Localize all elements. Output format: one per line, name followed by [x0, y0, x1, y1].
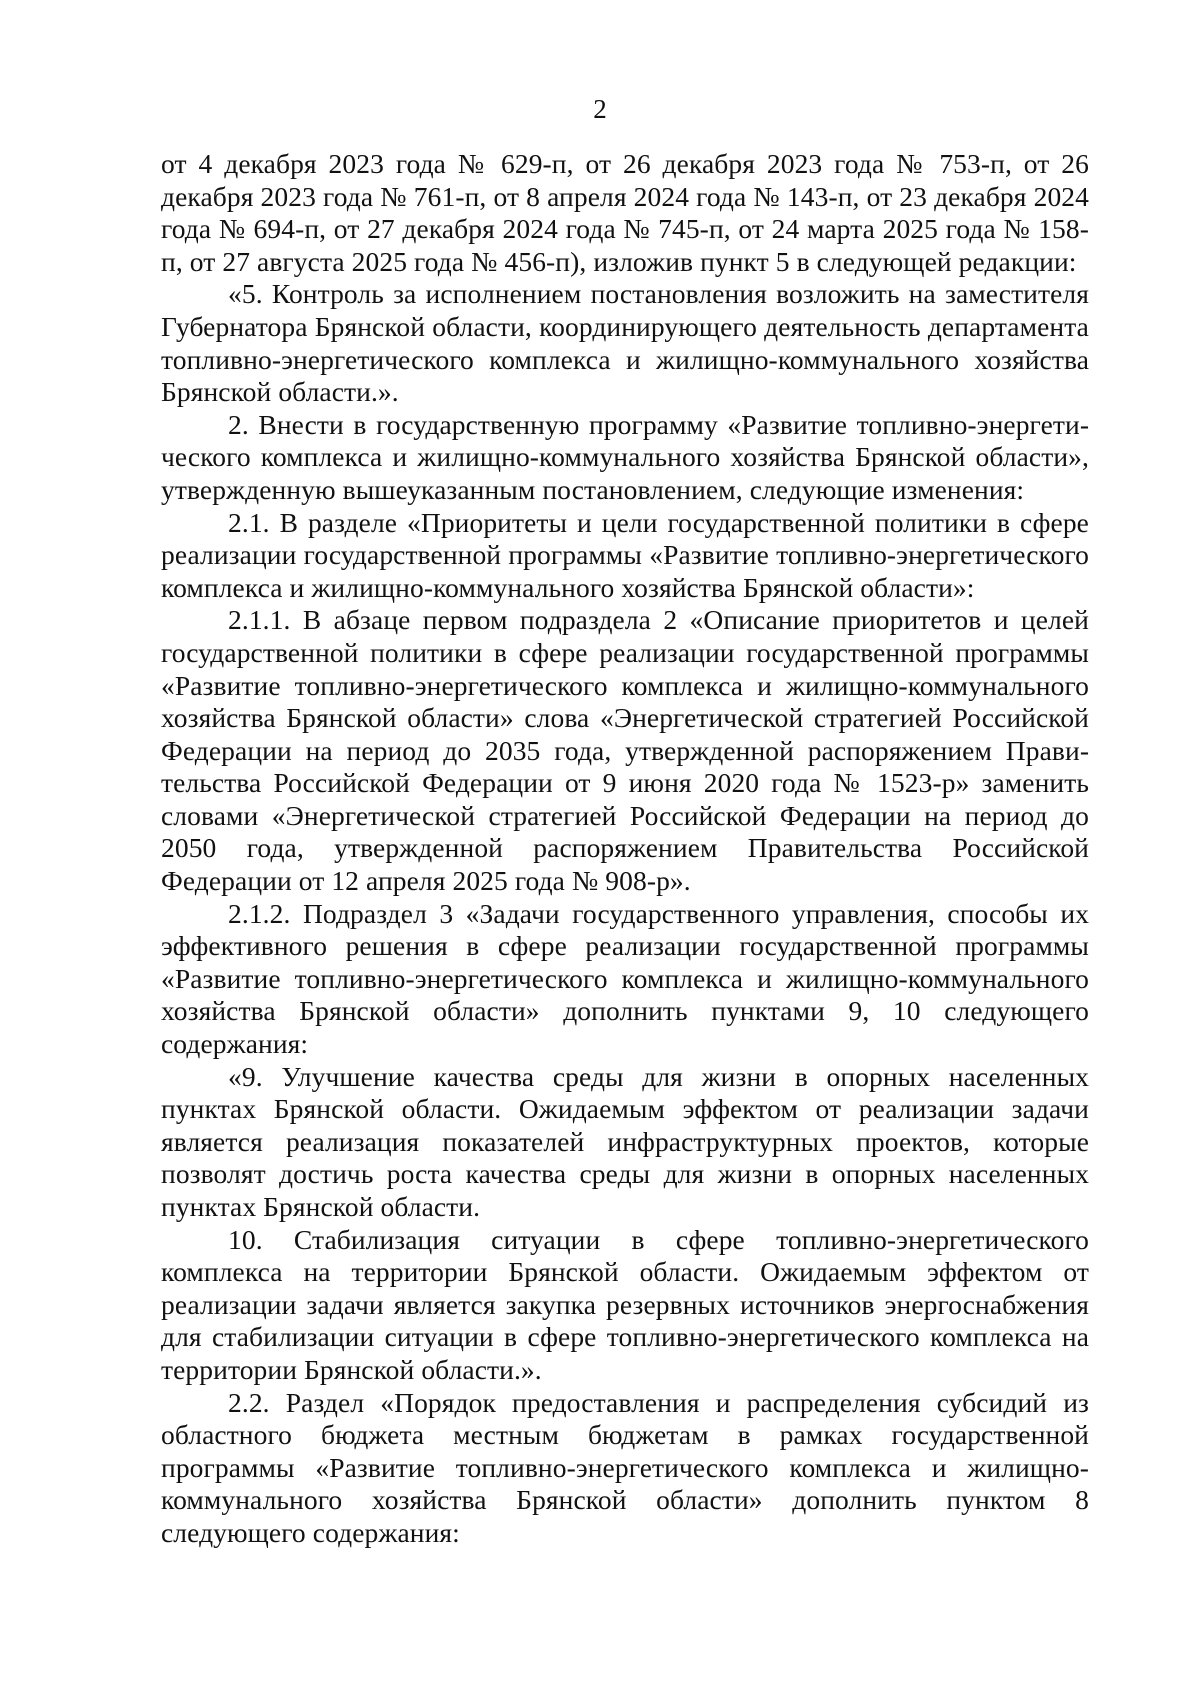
- paragraph-item-2-1-1: 2.1.1. В абзаце первом подраздела 2 «Описание приоритетов и целей государственной политики в сфере реализации государственной программы «Развитие топливно-энергетического комплекса и жилищно-коммунального хозяйства Брянской области» слова «Энергетической стратегией Российской Федерации на период до 2035 года, утвержденной распоряжением Правительства Российской Федерации от 9 июня 2020 года № 1523-р» заменить словами «Энергетической стратегией Российской Федерации на период до 2050 года, утвержденной распоряжением Правительства Российской Федерации от 12 апреля 2025 года № 908-р».: [161, 604, 1089, 897]
- paragraph-quoted-item-5: «5. Контроль за исполнением постановления возложить на заместителя Губернатора Брянской области, координирующего деятельность департамента топливно-энергетического комплекса и жилищно-коммунального хозяйства Брянской области.».: [161, 278, 1089, 408]
- paragraph-quoted-item-9: «9. Улучшение качества среды для жизни в опорных населенных пунктах Брянской области. Ожидаемым эффектом от реализации задачи является реализация показателей инфраструктурных проектов, которые позволят достичь роста качества среды для жизни в опорных населенных пунктах Брянской области.: [161, 1060, 1089, 1222]
- paragraph-quoted-item-10: 10. Стабилизация ситуации в сфере топливно-энергетического комплекса на территории Брянской области. Ожидаемым эффектом от реализации задачи является закупка резервных источников энергоснабжения для стабилизации ситуации в сфере топливно-энергетического комплекса на территории Брянской области.».: [161, 1223, 1089, 1385]
- paragraph-item-2-2: 2.2. Раздел «Порядок предоставления и распределения субсидий из областного бюджета местным бюджетам в рамках государственной программы «Развитие топливно-энергетического комплекса и жилищно-коммунального хозяйства Брянской области» дополнить пунктом 8 следующего содержания:: [161, 1386, 1089, 1548]
- paragraph-item-2: 2. Внести в государственную программу «Развитие топливно-энергетического комплекса и жилищно-коммунального хозяйства Брянской области», утвержденную вышеуказанным постановлением, следующие изменения:: [161, 408, 1089, 505]
- document-body: [161, 148, 1089, 1550]
- page-number: 2: [593, 94, 607, 124]
- paragraph-continuation: от 4 декабря 2023 года № 629-п, от 26 декабря 2023 года № 753-п, от 26 декабря 2023 года № 761-п, от 8 апреля 2024 года № 143-п, от 23 декабря 2024 года № 694-п, от 27 декабря 2024 года № 745-п, от 24 марта 2025 года № 158-п, от 27 августа 2025 года № 456-п), изложив пункт 5 в следующей редакции:: [161, 148, 1089, 277]
- paragraph-item-2-1: 2.1. В разделе «Приоритеты и цели государственной политики в сфере реализации государственной программы «Развитие топливно-энергетического комплекса и жилищно-коммунального хозяйства Брянской области»:: [161, 506, 1089, 603]
- paragraph-item-2-1-2: 2.1.2. Подраздел 3 «Задачи государственного управления, способы их эффективного решения в сфере реализации государственной программы «Развитие топливно-энергетического комплекса и жилищно-коммунального хозяйства Брянской области» дополнить пунктами 9, 10 следующего содержания:: [161, 897, 1089, 1060]
